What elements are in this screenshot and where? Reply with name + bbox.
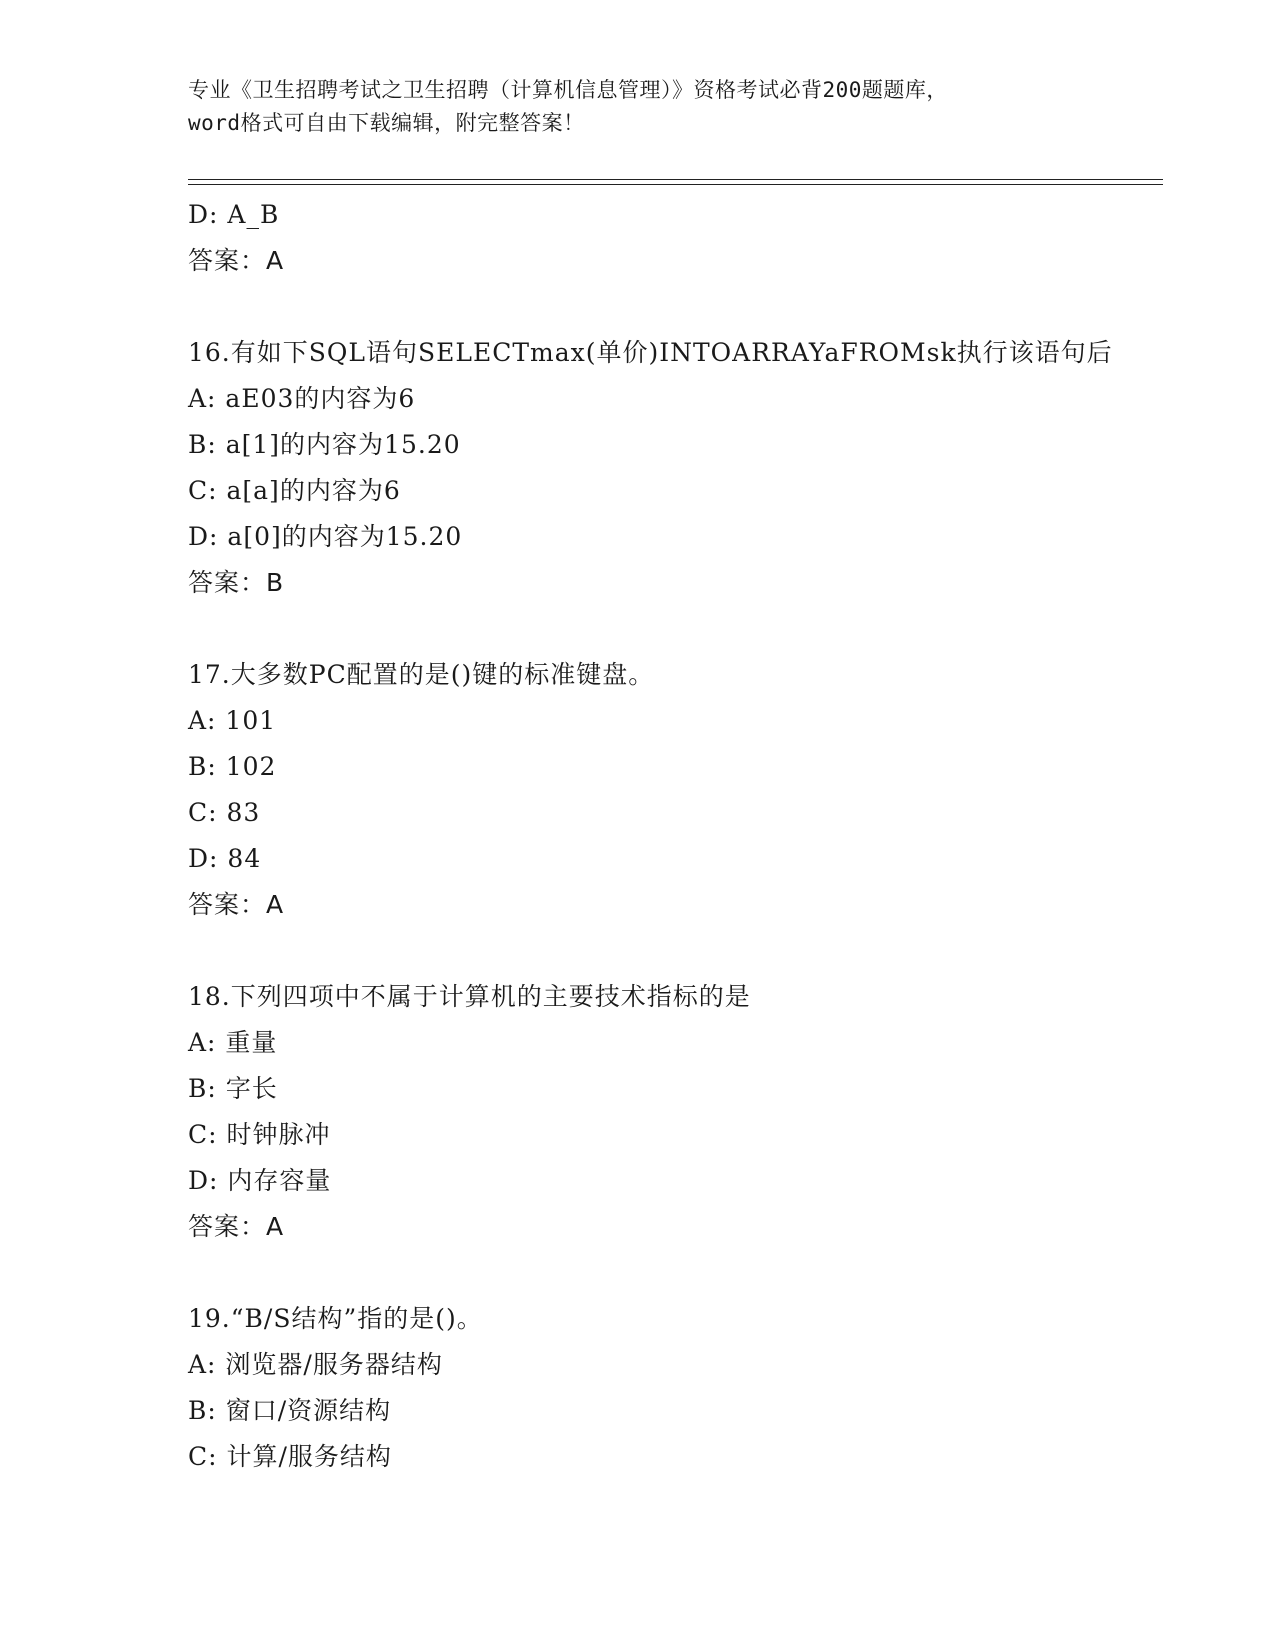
option-c: C: 时钟脉冲 <box>188 1120 331 1149</box>
answer: 答案：A <box>188 1212 285 1241</box>
question-16 <box>188 330 1163 606</box>
option-c: C: 计算/服务结构 <box>188 1442 392 1471</box>
option-d: D: 内存容量 <box>188 1166 332 1195</box>
header-line-2: word格式可自由下载编辑，附完整答案！ <box>188 111 585 135</box>
option-b: B: 字长 <box>188 1074 278 1103</box>
option-b: B: 102 <box>188 752 277 781</box>
option-b: B: 窗口/资源结构 <box>188 1396 392 1425</box>
question-list <box>188 192 1163 1480</box>
header-divider-top <box>188 179 1163 180</box>
option-b: B: a[1]的内容为15.20 <box>188 430 461 459</box>
spacer <box>188 1250 1163 1296</box>
question-17 <box>188 652 1163 928</box>
option-d: D: A_B <box>188 200 280 229</box>
option-c: C: 83 <box>188 798 261 827</box>
spacer <box>188 284 1163 330</box>
option-d: D: a[0]的内容为15.20 <box>188 522 463 551</box>
question-15-partial <box>188 192 1163 284</box>
option-a: A: aE03的内容为6 <box>188 384 416 413</box>
question-stem: 18.下列四项中不属于计算机的主要技术指标的是 <box>188 982 751 1011</box>
question-18 <box>188 974 1163 1250</box>
question-stem: 16.有如下SQL语句SELECTmax(单价)INTOARRAYaFROMsk执行该语句后 <box>188 338 1113 367</box>
spacer <box>188 606 1163 652</box>
answer: 答案：A <box>188 246 285 275</box>
header-line-1: 专业《卫生招聘考试之卫生招聘（计算机信息管理）》资格考试必背200题题库， <box>188 78 948 102</box>
option-a: A: 重量 <box>188 1028 278 1057</box>
question-19 <box>188 1296 1163 1480</box>
question-stem: 19.“B/S结构”指的是()。 <box>188 1304 483 1333</box>
question-stem: 17.大多数PC配置的是()键的标准键盘。 <box>188 660 655 689</box>
answer: 答案：A <box>188 890 285 919</box>
option-a: A: 101 <box>188 706 277 735</box>
header-divider-bottom <box>188 184 1163 185</box>
option-a: A: 浏览器/服务器结构 <box>188 1350 443 1379</box>
option-d: D: 84 <box>188 844 262 873</box>
option-c: C: a[a]的内容为6 <box>188 476 401 505</box>
spacer <box>188 928 1163 974</box>
document-header <box>188 74 1088 140</box>
answer: 答案：B <box>188 568 285 597</box>
